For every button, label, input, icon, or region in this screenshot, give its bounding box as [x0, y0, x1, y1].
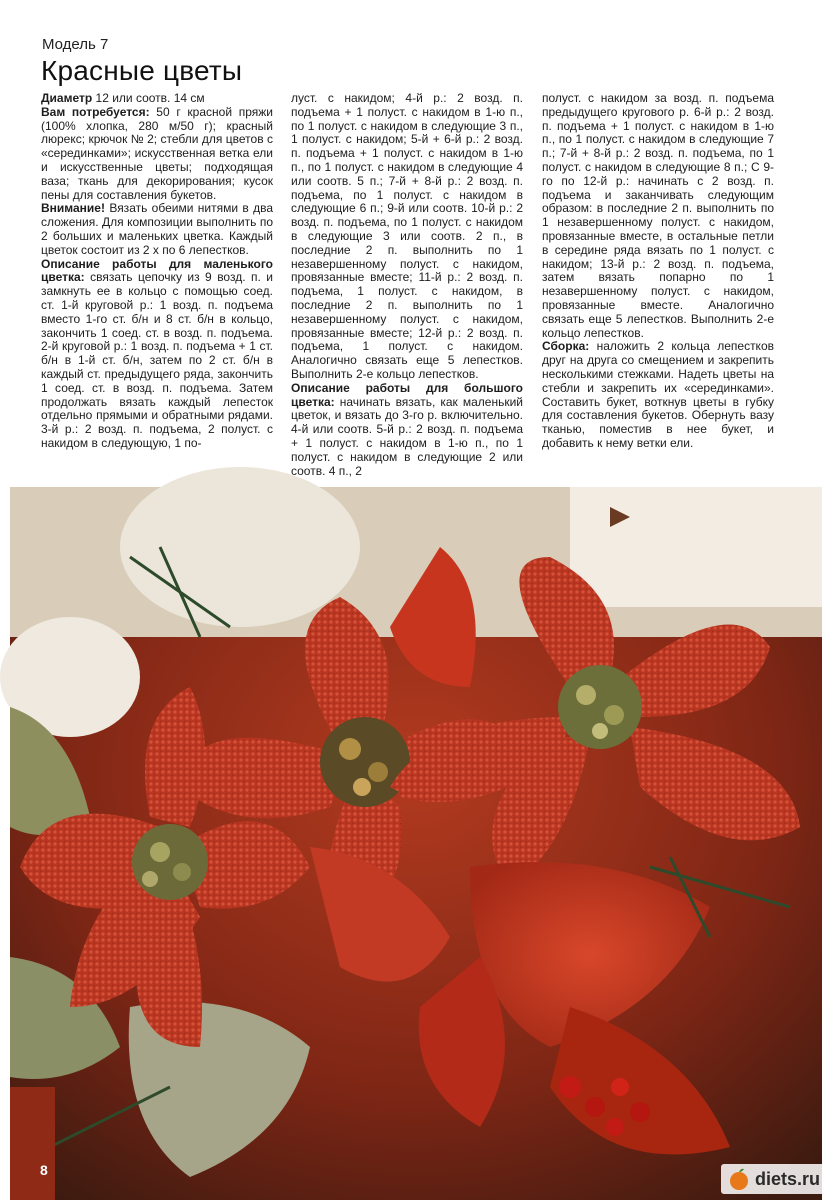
paragraph-small-flower — [41, 258, 273, 451]
label-diameter: Диаметр — [41, 91, 93, 105]
model-label: Модель 7 — [42, 36, 109, 53]
paragraph-attention — [41, 202, 273, 257]
text-small-flower: связать цепочку из 9 возд. п. и замкнуть ее в кольцо с помощью соед. ст. 1-й круговой р.: 1 возд. п. подъема вместо 1-го ст. б/н и 8 ст. б/н в кольцо, закончить 1 соед. ст. в возд. п. подъема. 2-й круговой р.: 1 возд. п. подъема + 1 ст. б/н в 1-й ст. б/н, затем по 2 ст. б/н в каждый ст. предыдущего ряда, закончить 1 соед. ст. в возд. п. подъема. Затем продолжать вязать каждый лепесток отдельно прямыми и обратными рядами. 3-й р.: 2 возд. п. подъема, 2 полуст. с накидом в следующую, 1 по- — [41, 270, 273, 450]
paragraph-assembly — [542, 340, 774, 450]
text-large-flower: начинать вязать, как маленький цветок, и вязать до 3-го р. включительно. 4-й или соотв. 5-й р.: 2 возд. п. подъема + 1 полуст. с накидом в 1-ю п., по 1 полуст. с накидом в следующие 2 или соотв. 4 п., 2 — [291, 394, 523, 478]
text-assembly: наложить 2 кольца лепестков друг на друга со смещением и закрепить несколькими стежками. Надеть цветы на стебли и закрепить их «серединками». Составить букет, воткнув цветы в губку для составления букетов. Обернуть вазу тканью, поместив в нее букет, и добавить к нему ветки ели. — [542, 339, 774, 450]
page-number: 8 — [40, 1162, 48, 1178]
label-small-flower: Описание работы для маленького цветка: — [41, 256, 273, 285]
label-materials: Вам потребуется: — [41, 104, 150, 119]
text-small-flower-cont: луст. с накидом; 4-й р.: 2 возд. п. подъема + 1 полуст. с накидом в 1-ю п., по 1 полуст. с накидом в следующие 3 п., 1 полуст. с накидом; 5-й + 6-й р.: 2 возд. п. подъема + 1 полуст. с накидом в 1-ю п., по 1 полуст. с накидом в следующие 4 или соотв. 5 п.; 7-й + 8-й р.: 2 возд. п. подъема, по 1 полуст. с накидом в следующие 6 п.; 9-й или соотв. 10-й р.: 2 возд. п. подъема, по 1 полуст. с накидом в следующие 3 или соотв. 2 п., в последние 2 п. выполнить по 1 незавершенному полуст. с накидом, провязанные вместе; 11-й р.: 2 возд. п. подъема, 1 полуст. с накидом, в последние 2 п. выполнить по 1 незавершенному полуст. с накидом, провязанные вместе; 12-й р.: 2 возд. п. подъема, 1 полуст. с накидом. Аналогично связать еще 5 лепестков. Выполнить 2-е кольцо лепестков. — [291, 91, 523, 381]
label-assembly: Сборка: — [542, 339, 590, 354]
watermark-text: diets.ru — [754, 1168, 820, 1189]
text-large-flower-cont: полуст. с накидом за возд. п. подъема предыдущего кругового р. 6-й р.: 2 возд. п. подъема + 1 полуст. с накидом в 1-ю п., по 1 полуст. с накидом в следующие 7 п.; 7-й + 8-й р.: 2 возд. п. подъема, по 1 полуст. с накидом в следующие 8 п.; С 9-го по 12-й р.: начинать с 2 возд. п. подъема и заканчивать следующим образом: в последние 2 п. выполнить по 1 незавершенному полуст. с накидом, провязанные вместе, в остальные петли в середине ряда вязать по 1 полуст. с накидом; 13-й р.: 2 возд. п. подъема, затем вязать попарно по 1 незавершенному полуст. с накидом, провязанные вместе. Аналогично связать еще 5 лепестков. Выполнить 2-е кольцо лепестков. — [542, 91, 774, 340]
text-diameter: 12 или соотв. 14 см — [92, 91, 205, 105]
poinsettia-photo — [10, 487, 822, 1200]
label-attention: Внимание! — [41, 201, 105, 216]
text-materials: 50 г красной пряжи (100% хлопка, 280 м/50 г); красный люрекс; крючок № 2; стебли для цветов с «серединками»; искусственная ветка ели и искусственные цветы; подходящая ваза; ткань для декорирования; кусок пены для составления букетов. — [41, 104, 273, 202]
paragraph-large-flower-cont — [542, 92, 774, 340]
apple-logo-icon — [727, 1167, 751, 1191]
text-column-3 — [542, 92, 774, 467]
text-column-2 — [291, 91, 523, 478]
paragraph-large-flower — [291, 382, 523, 479]
photo-illustration — [10, 487, 822, 1200]
paragraph-diameter — [41, 92, 273, 106]
paragraph-small-flower-cont — [291, 92, 523, 382]
watermark[interactable] — [721, 1164, 826, 1194]
page-title: Красные цветы — [41, 55, 243, 86]
text-column-1 — [41, 92, 273, 467]
label-large-flower: Описание работы для большого цветка: — [291, 380, 523, 409]
text-attention: Вязать обеими нитями в два сложения. Для композиции выполнить по 2 больших и маленьких цветка. Каждый цветок состоит из 2 х по 6 лепестков. — [41, 201, 273, 257]
paragraph-materials — [41, 106, 273, 203]
